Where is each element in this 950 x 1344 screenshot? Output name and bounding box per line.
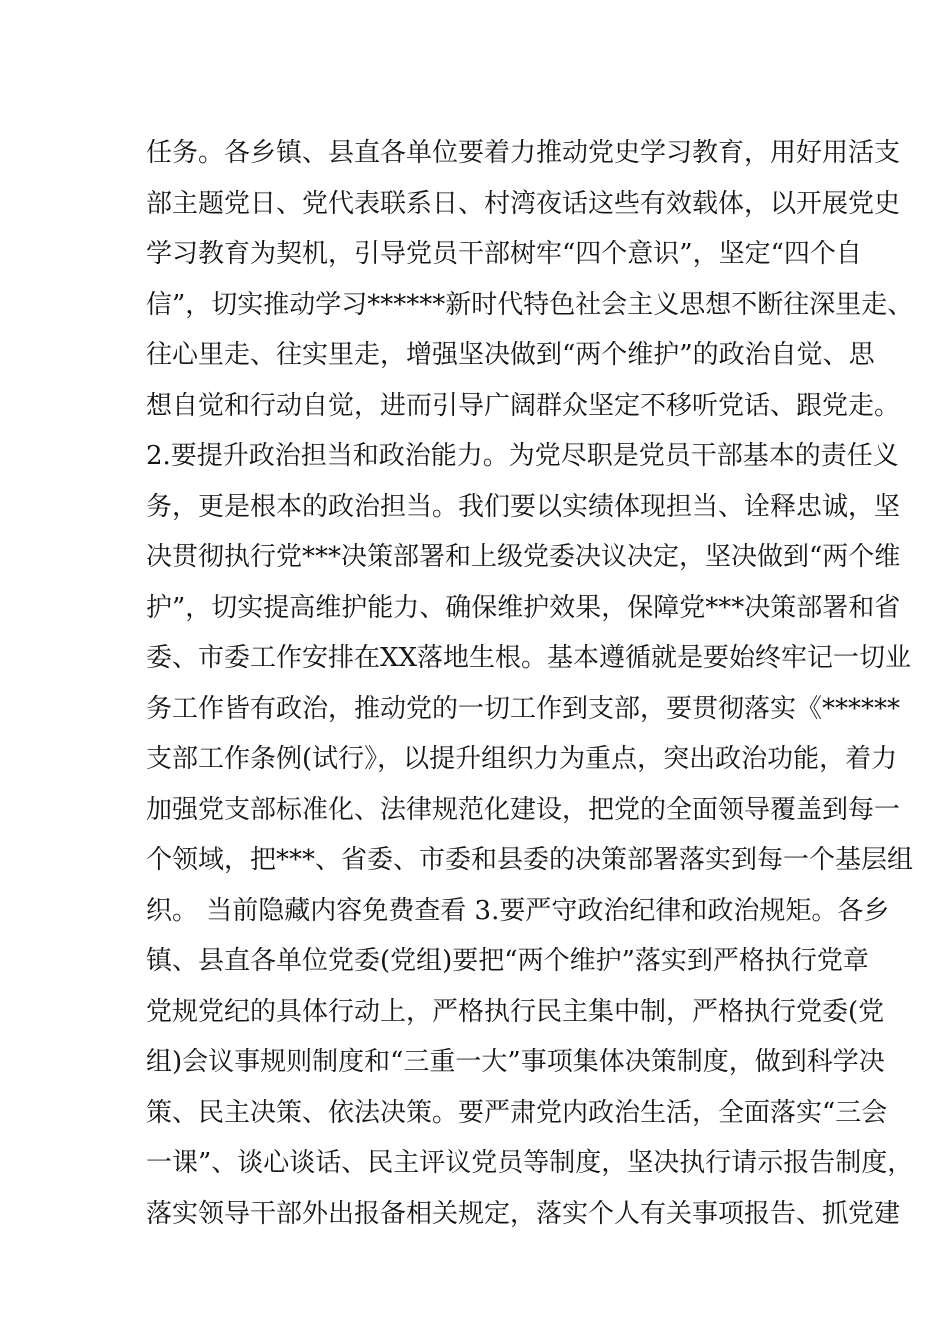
text-line: 一课”、谈心谈话、民主评议党员等制度，坚决执行请示报告制度， xyxy=(146,1148,914,1178)
text-line: 策、民主决策、依法决策。要严肃党内政治生活，全面落实“三会 xyxy=(146,1097,888,1128)
text-line: 决贯彻执行党***决策部署和上级党委决议决定，坚决做到“两个维 xyxy=(146,542,901,572)
text-line: 学习教育为契机，引导党员干部树牢“四个意识”，坚定“四个自 xyxy=(146,239,862,269)
text-line: 信”，切实推动学习******新时代特色社会主义思想不断往深里走、 xyxy=(146,289,914,320)
text-line: 护”，切实提高维护能力、确保维护效果，保障党***决策部署和省 xyxy=(146,592,901,623)
text-line: 部主题党日、党代表联系日、村湾夜话这些有效载体，以开展党史 xyxy=(146,188,901,219)
body-text xyxy=(146,128,914,1239)
text-line: 组)会议事规则制度和“三重一大”事项集体决策制度，做到科学决 xyxy=(146,1047,885,1077)
text-line: 往心里走、往实里走，增强坚决做到“两个维护”的政治自觉、思 xyxy=(146,340,875,370)
text-line: 任务。各乡镇、县直各单位要着力推动党史学习教育，用好用活支 xyxy=(146,138,901,168)
text-line: 党规党纪的具体行动上，严格执行民主集中制，严格执行党委(党 xyxy=(146,996,885,1027)
text-line: 落实领导干部外出报备相关规定，落实个人有关事项报告、抓党建 xyxy=(146,1198,901,1229)
text-line: 镇、县直各单位党委(党组)要把“两个维护”落实到严格执行党章 xyxy=(146,946,869,976)
text-line: 个领域，把***、省委、市委和县委的决策部署落实到每一个基层组 xyxy=(146,845,914,875)
text-line: 加强党支部标准化、法律规范化建设，把党的全面领导覆盖到每一 xyxy=(146,794,901,825)
text-line: 想自觉和行动自觉，进而引导广阔群众坚定不移听党话、跟党走。 xyxy=(146,390,901,421)
text-line: 支部工作条例(试行》，以提升组织力为重点，突出政治功能，着力 xyxy=(146,744,898,774)
text-line: 2.要提升政治担当和政治能力。为党尽职是党员干部基本的责任义 xyxy=(146,441,899,471)
text-line: 务，更是根本的政治担当。我们要以实绩体现担当、诠释忠诚，坚 xyxy=(146,491,901,522)
text-line: 务工作皆有政治，推动党的一切工作到支部，要贯彻落实《****** xyxy=(146,693,901,724)
text-line: 织。 当前隐藏内容免费查看 3.要严守政治纪律和政治规矩。各乡 xyxy=(146,895,890,926)
text-line: 委、市委工作安排在XX落地生根。基本遵循就是要始终牢记一切业 xyxy=(146,643,912,673)
